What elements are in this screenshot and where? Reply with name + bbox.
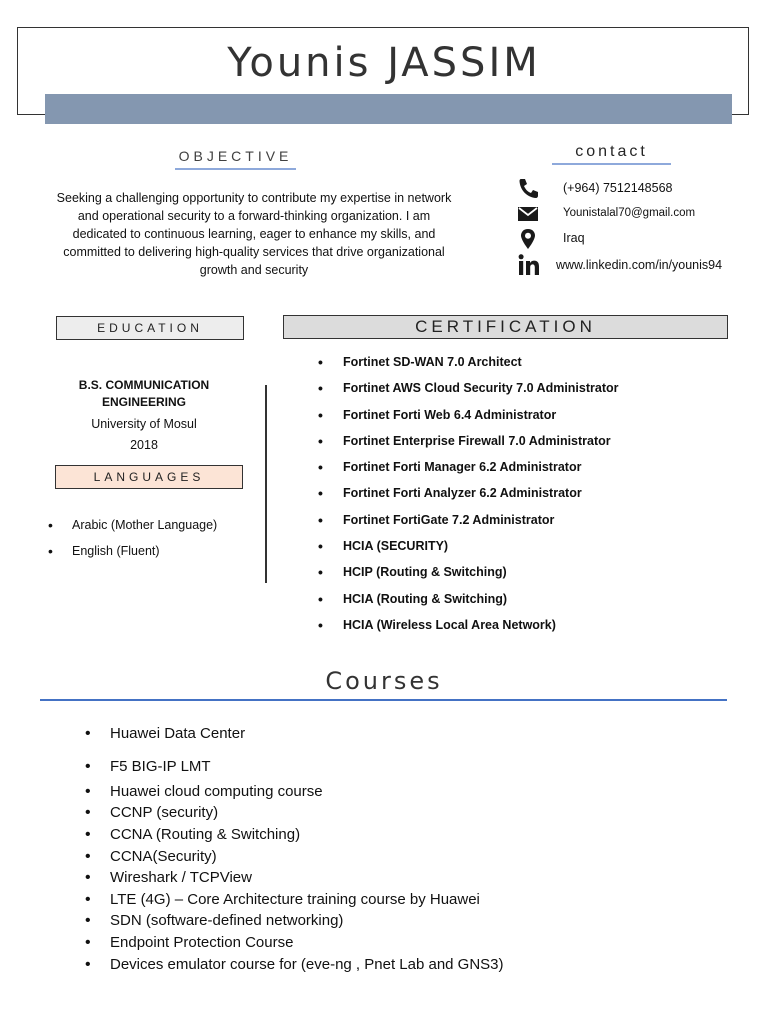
list-item: • English (Fluent)	[44, 541, 254, 567]
list-item: • F5 BIG-IP LMT	[82, 757, 211, 777]
contact-heading: contact	[575, 143, 648, 160]
list-item: • Fortinet Forti Analyzer 6.2 Administrator	[316, 483, 736, 509]
education-heading: EDUCATION	[56, 316, 244, 340]
list-item: • Wireshark / TCPView	[82, 868, 252, 888]
list-item: • Endpoint Protection Course	[82, 933, 293, 953]
courses-rule	[40, 699, 727, 701]
list-item: • Fortinet AWS Cloud Security 7.0 Administrator	[316, 378, 736, 404]
list-item: • HCIP (Routing & Switching)	[316, 562, 736, 588]
mail-icon	[515, 202, 541, 226]
contact-underline	[552, 163, 671, 165]
objective-line-3: dedicated to continuous learning, eager to enhance my skills, and	[72, 227, 436, 241]
education-university: University of Mosul	[91, 417, 197, 431]
list-item: • SDN (software-defined networking)	[82, 911, 343, 931]
candidate-name: Younis JASSIM	[227, 40, 541, 86]
list-item: • CCNA (Routing & Switching)	[82, 825, 300, 845]
list-item: • Fortinet Enterprise Firewall 7.0 Administrator	[316, 431, 736, 457]
education-degree-line-2: ENGINEERING	[101, 395, 186, 409]
courses-heading: Courses	[325, 667, 443, 695]
certification-heading: CERTIFICATION	[283, 315, 728, 339]
list-item: • Arabic (Mother Language)	[44, 515, 254, 541]
objective-text	[38, 189, 470, 279]
objective-line-2: and operational security to a forward-thinking organization. I am	[77, 209, 431, 223]
education-year: 2018	[130, 438, 158, 452]
list-item: • Fortinet Forti Manager 6.2 Administrator	[316, 457, 736, 483]
location-pin-icon	[515, 227, 541, 251]
contact-location: Iraq	[563, 231, 585, 245]
list-item: • HCIA (Routing & Switching)	[316, 589, 736, 615]
linkedin-icon	[515, 253, 541, 277]
education-degree	[44, 377, 244, 411]
list-item: • Devices emulator course for (eve-ng , Pnet Lab and GNS3)	[82, 955, 504, 975]
objective-line-1: Seeking a challenging opportunity to contribute my expertise in network	[56, 191, 452, 205]
list-item: • CCNA(Security)	[82, 847, 217, 867]
list-item: • Huawei cloud computing course	[82, 782, 323, 802]
column-divider	[265, 385, 267, 583]
list-item: • CCNP (security)	[82, 803, 218, 823]
list-item: • Fortinet FortiGate 7.2 Administrator	[316, 510, 736, 536]
list-item: • HCIA (SECURITY)	[316, 536, 736, 562]
list-item: • Huawei Data Center	[82, 724, 245, 744]
list-item: • HCIA (Wireless Local Area Network)	[316, 615, 736, 641]
contact-email: Younistalal70@gmail.com	[563, 207, 696, 219]
objective-underline	[175, 168, 296, 170]
languages-heading: LANGUAGES	[55, 465, 243, 489]
contact-linkedin: www.linkedin.com/in/younis94	[556, 258, 723, 272]
objective-line-4: committed to delivering high-quality services that drive organizational	[63, 245, 445, 259]
certification-list	[316, 352, 736, 641]
header-bar	[45, 94, 732, 124]
objective-heading: OBJECTIVE	[178, 148, 293, 164]
list-item: • Fortinet SD-WAN 7.0 Architect	[316, 352, 736, 378]
languages-list	[44, 515, 254, 567]
objective-line-5: growth and security	[199, 263, 309, 277]
list-item: • Fortinet Forti Web 6.4 Administrator	[316, 405, 736, 431]
phone-icon	[515, 176, 541, 200]
contact-phone: (+964) 7512148568	[563, 181, 673, 195]
education-degree-line-1: B.S. COMMUNICATION	[78, 378, 210, 392]
list-item: • LTE (4G) – Core Architecture training course by Huawei	[82, 890, 480, 910]
